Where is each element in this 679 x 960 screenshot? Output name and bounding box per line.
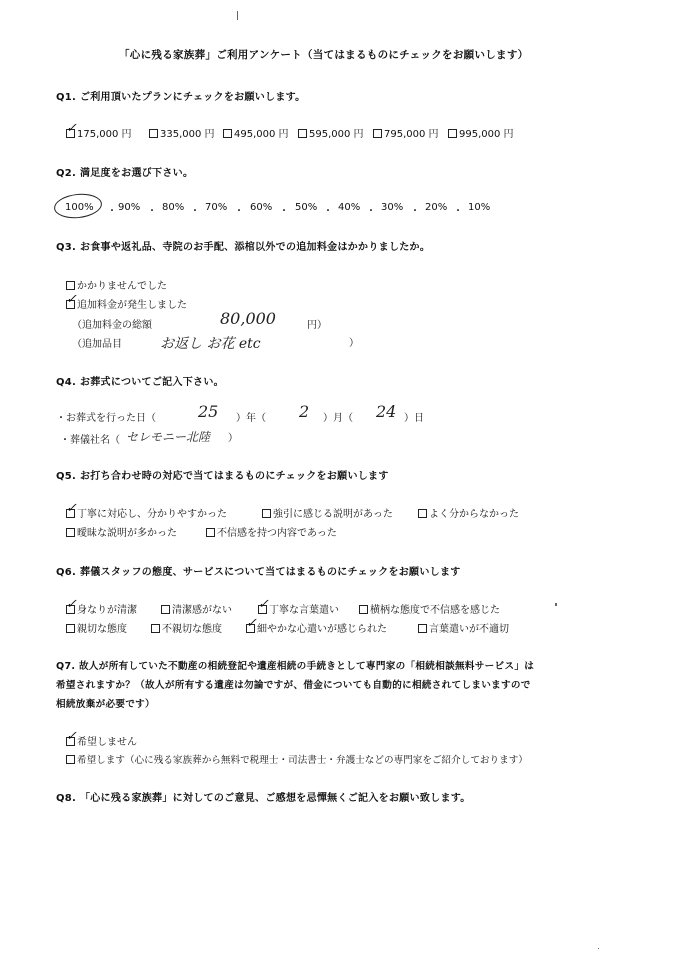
- checkbox[interactable]: [66, 729, 77, 746]
- check-mark: ✓: [246, 616, 257, 631]
- checkbox[interactable]: [66, 624, 75, 633]
- q7-label-line2: 希望されますか？（故人が所有する遺産は勿論ですが、借金についても自動的に相続されてしまいますので: [56, 680, 531, 691]
- q4-company-close: ）: [228, 433, 238, 444]
- check-mark: ✓: [258, 597, 269, 612]
- q2-label: Q2. 満足度をお選び下さい。: [56, 168, 194, 179]
- q2-scale-90[interactable]: 90%: [118, 202, 141, 213]
- q6-option-arrogant[interactable]: 横柄な態度で不信感を感じた: [359, 601, 500, 616]
- q1-option-495000[interactable]: 495,000 円: [223, 125, 289, 140]
- q2-scale-30[interactable]: 30%: [381, 202, 404, 213]
- q4-month-unit: ）月（: [323, 413, 353, 424]
- check-mark: ✓: [66, 597, 77, 612]
- checkbox[interactable]: [66, 755, 75, 764]
- q2-sep: ・: [107, 206, 117, 217]
- q6-option-improper-speech[interactable]: 言葉遣いが不適切: [418, 620, 509, 635]
- q8-label: Q8. 「心に残る家族葬」に対してのご意見、ご感想を忌憚無くご記入をお願い致します。: [56, 793, 471, 804]
- q3-items-value[interactable]: お返し お花 etc: [160, 336, 261, 352]
- checkbox[interactable]: [418, 509, 427, 518]
- q4-day-unit: ）日: [404, 413, 424, 424]
- q1-label: Q1. ご利用頂いたプランにチェックをお願いします。: [56, 92, 306, 103]
- check-mark: ✓: [66, 729, 77, 744]
- checkbox[interactable]: [262, 509, 271, 518]
- q2-scale-50[interactable]: 50%: [295, 202, 318, 213]
- q3-total-label: （追加料金の総額: [72, 320, 152, 331]
- q3-label: Q3. お食事や返礼品、寺院のお手配、添棺以外での追加料金はかかりましたか。: [56, 242, 431, 253]
- q7-label-line3: 相続放棄が必要です）: [56, 699, 155, 710]
- checkbox[interactable]: [206, 528, 215, 537]
- q3-items-label: （追加品目: [72, 339, 122, 350]
- q5-label: Q5. お打ち合わせ時の対応で当てはまるものにチェックをお願いします: [56, 471, 389, 482]
- check-mark: ✓: [66, 501, 77, 516]
- q4-month-value[interactable]: 2: [299, 402, 310, 421]
- q6-option-kind[interactable]: 親切な態度: [66, 620, 127, 635]
- q4-day-value[interactable]: 24: [376, 402, 397, 421]
- q1-option-335000[interactable]: 335,000 円: [149, 125, 215, 140]
- q6-option-unclean[interactable]: 清潔感がない: [161, 601, 232, 616]
- q7-label-line1: Q7. 故人が所有していた不動産の相続登記や遺産相続の手続きとして専門家の「相続相談無料サービス」は: [56, 661, 535, 672]
- q6-label: Q6. 葬儀スタッフの態度、サービスについて当てはまるものにチェックをお願いします: [56, 567, 461, 578]
- checkbox[interactable]: [258, 597, 269, 614]
- q2-scale-10[interactable]: 10%: [468, 202, 491, 213]
- q7-option-no[interactable]: ✓ 希望しません: [66, 729, 137, 748]
- checkbox[interactable]: [448, 129, 457, 138]
- q5-option-pushy[interactable]: 強引に感じる説明があった: [262, 505, 393, 520]
- q6-option-polite-speech[interactable]: ✓ 丁寧な言葉遣い: [258, 597, 339, 616]
- q1-option-995000[interactable]: 995,000 円: [448, 125, 514, 140]
- q2-scale-80[interactable]: 80%: [162, 202, 185, 213]
- q3-items-close: ）: [349, 338, 359, 349]
- q1-option-795000[interactable]: 795,000 円: [373, 125, 439, 140]
- q4-year-value[interactable]: 25: [198, 402, 219, 421]
- checkbox[interactable]: [66, 281, 75, 290]
- q4-company-label: ・葬儀社名（: [60, 435, 120, 446]
- checkbox[interactable]: [161, 605, 170, 614]
- q6-option-attentive[interactable]: ✓ 細やかな心遣いが感じられた: [246, 616, 387, 635]
- checkbox[interactable]: [149, 129, 158, 138]
- q2-sep: ・: [190, 206, 200, 217]
- q2-scale-40[interactable]: 40%: [338, 202, 361, 213]
- page-title: 「心に残る家族葬」ご利用アンケート（当てはまるものにチェックをお願いします）: [119, 49, 529, 61]
- checkbox[interactable]: [246, 616, 257, 633]
- q4-year-unit: ）年（: [236, 413, 266, 424]
- q7-option-yes[interactable]: 希望します（心に残る家族葬から無料で税理士・司法書士・弁護士などの専門家をご紹介しております）: [66, 752, 528, 766]
- q5-option-polite[interactable]: ✓ 丁寧に対応し、分かりやすかった: [66, 501, 227, 520]
- checkbox[interactable]: [66, 292, 77, 309]
- q2-sep: ・: [453, 206, 463, 217]
- q2-scale-20[interactable]: 20%: [425, 202, 448, 213]
- q6-option-clean[interactable]: ✓ 身なりが清潔: [66, 597, 137, 616]
- checkbox[interactable]: [373, 129, 382, 138]
- checkbox[interactable]: [223, 129, 232, 138]
- check-mark: ✓: [66, 292, 77, 307]
- checkbox[interactable]: [418, 624, 427, 633]
- q2-sep: ・: [323, 206, 333, 217]
- check-mark: ✓: [66, 121, 77, 136]
- q1-option-175000[interactable]: ✓ 175,000 円: [66, 121, 132, 140]
- q2-sep: ・: [410, 206, 420, 217]
- q5-option-vague[interactable]: 曖昧な説明が多かった: [66, 524, 177, 539]
- q2-sep: ・: [366, 206, 376, 217]
- q1-option-595000[interactable]: 595,000 円: [298, 125, 364, 140]
- q3-total-unit: 円）: [307, 320, 327, 331]
- scan-speck: [237, 11, 238, 20]
- checkbox[interactable]: [66, 121, 77, 138]
- checkbox[interactable]: [298, 129, 307, 138]
- scan-speck: [555, 603, 557, 606]
- q4-company-value[interactable]: セレモニー北陸: [126, 430, 211, 444]
- q2-scale-100[interactable]: 100%: [65, 202, 94, 213]
- q3-total-value[interactable]: 80,000: [220, 309, 276, 328]
- checkbox[interactable]: [66, 528, 75, 537]
- checkbox[interactable]: [359, 605, 368, 614]
- q3-option-none[interactable]: かかりませんでした: [66, 277, 167, 292]
- checkbox[interactable]: [66, 501, 77, 518]
- q2-sep: ・: [279, 206, 289, 217]
- checkbox[interactable]: [151, 624, 160, 633]
- scan-speck: [598, 948, 599, 949]
- q2-sep: ・: [147, 206, 157, 217]
- q4-label: Q4. お葬式についてご記入下さい。: [56, 377, 224, 388]
- q2-sep: ・: [234, 206, 244, 217]
- q6-option-unkind[interactable]: 不親切な態度: [151, 620, 222, 635]
- q4-date-label: ・お葬式を行った日（: [56, 413, 156, 424]
- q2-scale-60[interactable]: 60%: [250, 202, 273, 213]
- q5-option-distrust[interactable]: 不信感を持つ内容であった: [206, 524, 337, 539]
- q5-option-unclear[interactable]: よく分からなかった: [418, 505, 519, 520]
- q3-option-yes[interactable]: ✓ 追加料金が発生しました: [66, 292, 187, 311]
- q2-scale-70[interactable]: 70%: [205, 202, 228, 213]
- checkbox[interactable]: [66, 597, 77, 614]
